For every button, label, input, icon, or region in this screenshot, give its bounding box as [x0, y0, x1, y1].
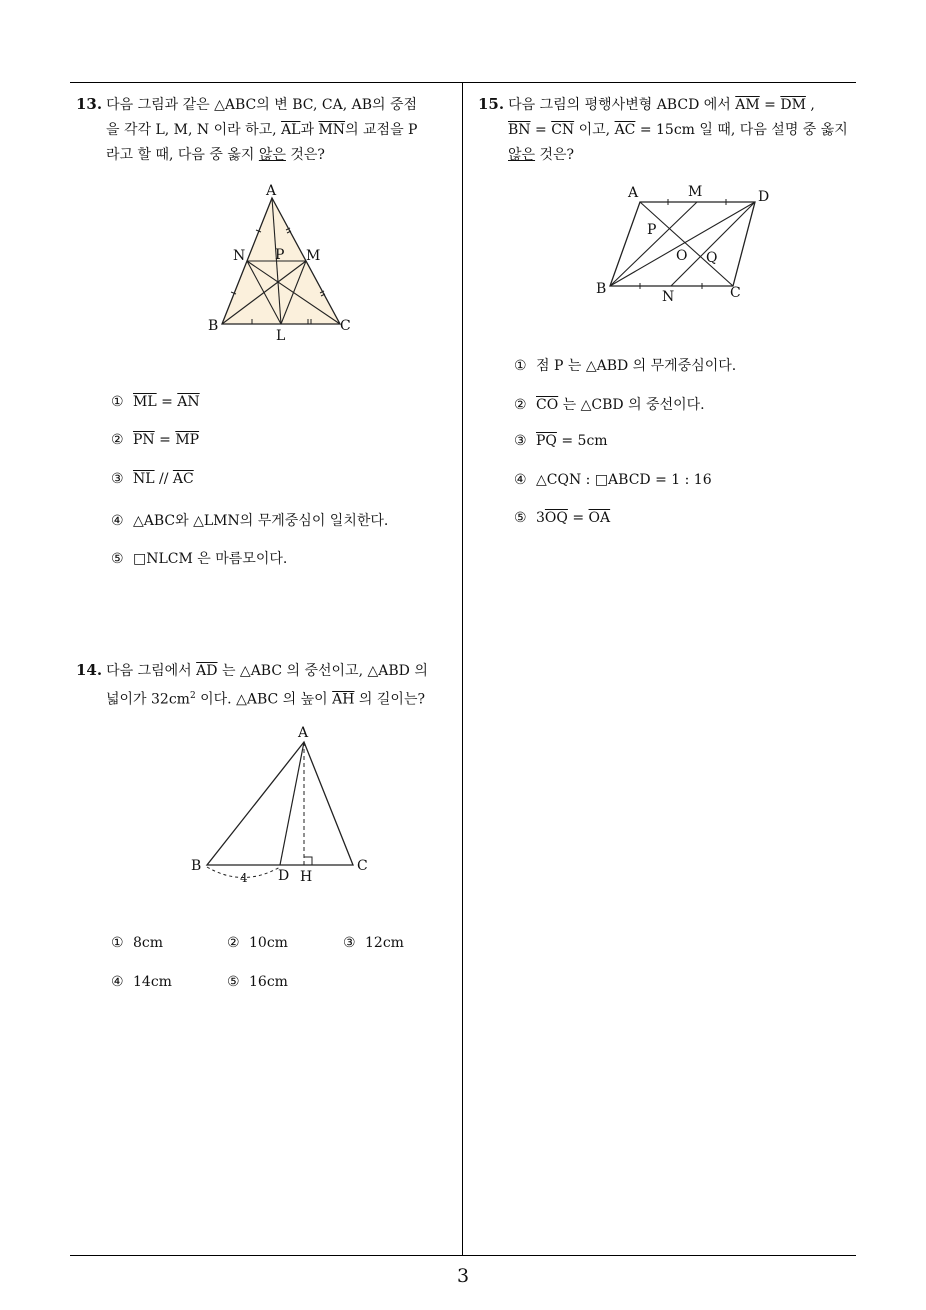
- q14-choice-3[interactable]: ③ 12cm: [343, 935, 404, 951]
- q15-label-n: N: [662, 289, 675, 305]
- q15-label-d: D: [758, 189, 770, 205]
- q15-line3: 않은 것은?: [508, 147, 575, 163]
- question-13: [76, 92, 458, 168]
- q14-label-b: B: [191, 858, 202, 874]
- q15-choice-3[interactable]: ③ $\overline{PQ} = 5cm$: [514, 433, 608, 449]
- question-15: [478, 92, 860, 168]
- q14-triangle-figure: [185, 722, 385, 892]
- q15-choice-1[interactable]: ① 점 P 는 △ABD 의 무게중심이다.: [514, 358, 737, 374]
- top-rule: [70, 82, 856, 83]
- q15-label-o: O: [676, 248, 688, 264]
- q13-label-m: M: [306, 248, 321, 264]
- q14-choice-4[interactable]: ④ 14cm: [111, 974, 172, 990]
- q13-triangle-figure: [200, 180, 370, 345]
- q14-label-a: A: [298, 725, 309, 741]
- q13-line2: 을 각각 L, M, N 이라 하고, $\overline{AL}$과 $\overline{MN}$의 교점을 P: [106, 122, 418, 138]
- q14-label-d: D: [278, 868, 290, 884]
- q14-segment-ad: [280, 742, 304, 865]
- q15-label-m: M: [688, 184, 703, 200]
- q15-parallelogram-figure: [590, 180, 780, 305]
- page-number: 3: [456, 1265, 470, 1287]
- q13-label-c: C: [340, 318, 351, 334]
- q15-label-b: B: [596, 281, 607, 297]
- q14-triangle-abc: [207, 742, 353, 865]
- q14-choice-5[interactable]: ⑤ 16cm: [227, 974, 288, 990]
- q13-label-n: N: [233, 248, 246, 264]
- q13-choice-5[interactable]: ⑤ □NLCM 은 마름모이다.: [111, 551, 288, 567]
- q15-line2: $\overline{BN} = \overline{CN}$ 이고, $\overline{AC} = 15cm$ 일 때, 다음 설명 중 옳지: [508, 122, 848, 138]
- q14-right-angle-mark: [304, 857, 312, 865]
- bottom-rule: [70, 1255, 856, 1256]
- q15-label-a: A: [628, 185, 639, 201]
- q13-label-b: B: [208, 318, 219, 334]
- q13-number: 13.: [76, 95, 103, 113]
- q14-line1: 14. 다음 그림에서 $\overline{AD}$ 는 △ABC 의 중선이고, △ABD 의: [76, 661, 428, 679]
- q13-label-p: P: [275, 247, 285, 263]
- q13-choice-2[interactable]: ② $\overline{PN} = \overline{MP}$: [111, 432, 200, 448]
- q13-label-a: A: [266, 183, 277, 199]
- q15-label-c: C: [730, 285, 741, 301]
- q13-line1: 13. 다음 그림과 같은 △ABC의 변 BC, CA, AB의 중점: [76, 95, 418, 113]
- q14-line2: 넓이가 $32cm^2$ 이다. △ABC 의 높이 $\overline{AH}$ 의 길이는?: [106, 691, 425, 708]
- q15-line1: 15. 다음 그림의 평행사변형 ABCD 에서 $\overline{AM} = \overline{DM}$ ,: [478, 95, 815, 113]
- q14-choice-1[interactable]: ① 8cm: [111, 935, 164, 951]
- q13-choice-4[interactable]: ④ △ABC와 △LMN의 무게중심이 일치한다.: [111, 513, 389, 529]
- question-14: [76, 658, 458, 713]
- q15-label-q: Q: [706, 250, 718, 266]
- q14-label-length: 4: [240, 871, 248, 885]
- q13-choice-3[interactable]: ③ $\overline{NL} // \overline{AC}$: [111, 471, 194, 487]
- q15-choice-4[interactable]: ④ △CQN : □ABCD = 1 : 16: [514, 472, 712, 488]
- q14-label-c: C: [357, 858, 368, 874]
- q15-choice-5[interactable]: ⑤ $3\overline{OQ} = \overline{OA}$: [514, 510, 611, 526]
- q14-label-h: H: [300, 869, 313, 885]
- column-divider: [462, 82, 463, 1255]
- q15-label-p: P: [647, 222, 657, 238]
- q14-choice-2[interactable]: ② 10cm: [227, 935, 288, 951]
- q13-label-l: L: [276, 328, 286, 344]
- q14-number: 14.: [76, 661, 103, 679]
- q15-number: 15.: [478, 95, 505, 113]
- q13-choice-1[interactable]: ① $\overline{ML} = \overline{AN}$: [111, 394, 200, 410]
- q15-diagonal-bd: [610, 202, 755, 286]
- q15-choice-2[interactable]: ② $\overline{CO}$ 는 △CBD 의 중선이다.: [514, 397, 705, 413]
- q13-line3: 라고 할 때, 다음 중 옳지 않은 것은?: [106, 147, 325, 163]
